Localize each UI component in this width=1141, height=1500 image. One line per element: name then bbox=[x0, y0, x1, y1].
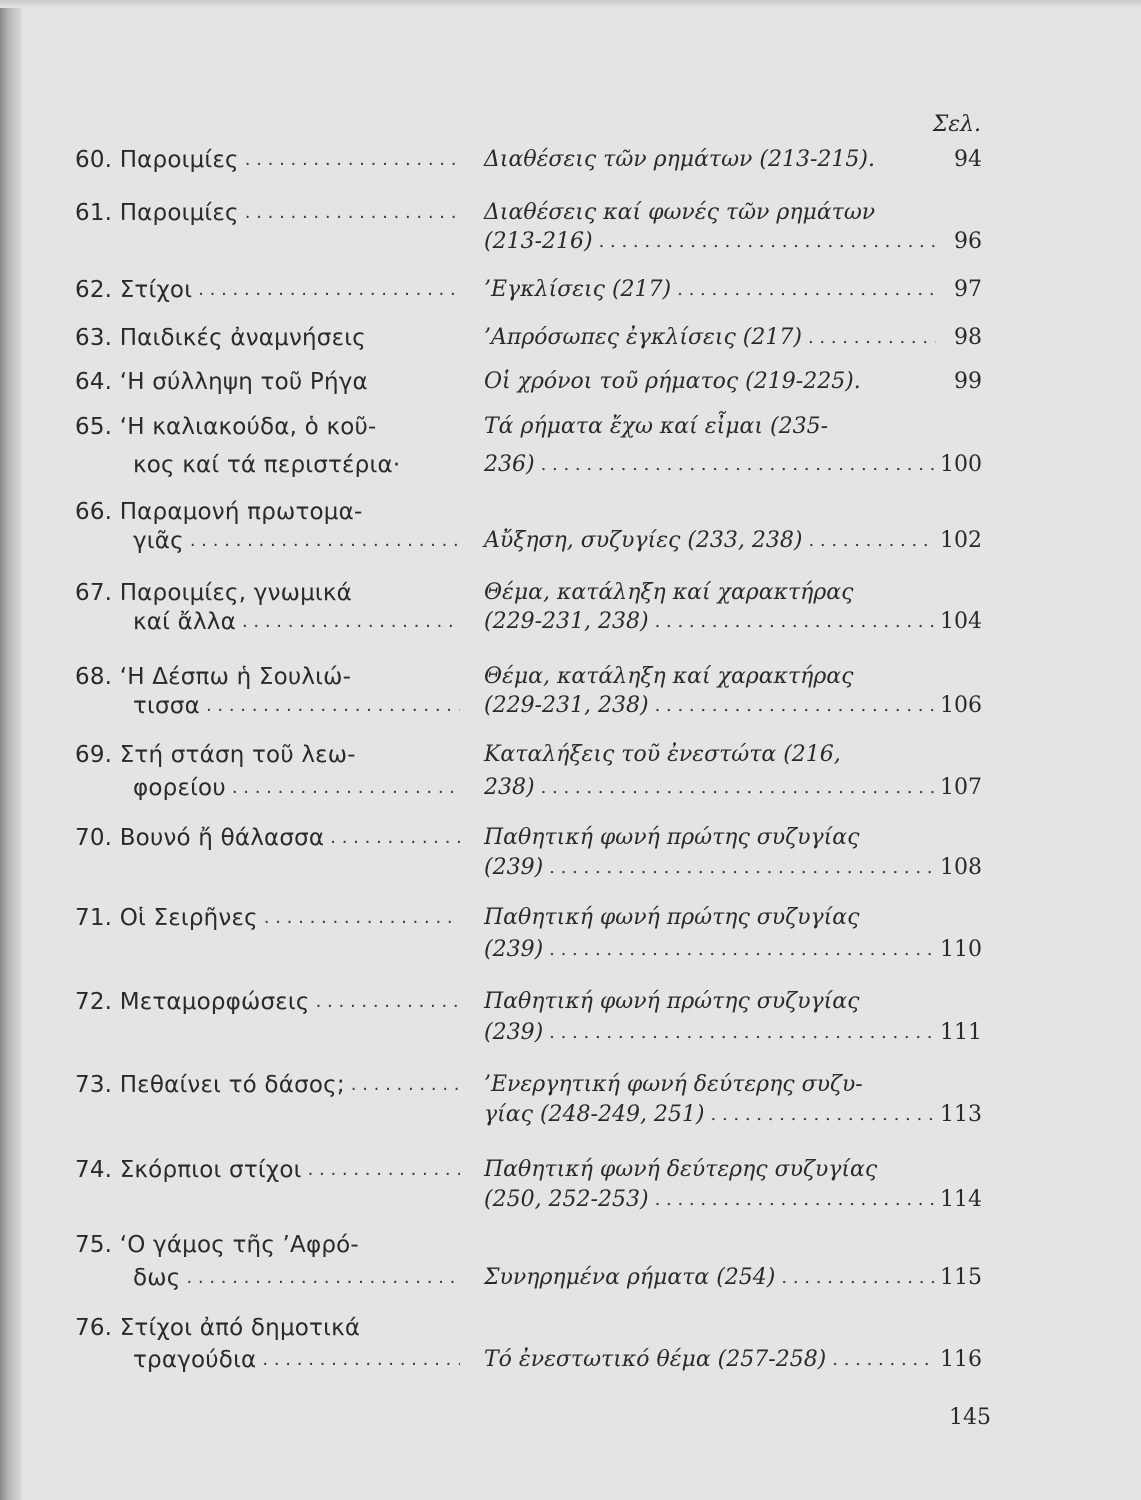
entry-topic: 238) bbox=[484, 775, 535, 800]
entry-topic: ’Ενεργητική φωνή δεύτερης συζυ- bbox=[484, 1072, 863, 1097]
entry-page-number: 107 bbox=[940, 775, 982, 800]
entry-title: 60. Παροιμίες bbox=[75, 147, 239, 173]
entry-topic: Θέμα, κατάληξη καί χαρακτήρας bbox=[484, 580, 854, 605]
entry-topic: Καταλήξεις τοῦ ἐνεστώτα (216, bbox=[484, 742, 841, 767]
entry-page-number: 106 bbox=[940, 693, 982, 718]
entry-title: 68. ‘Η Δέσπω ἡ Σουλιώ- bbox=[75, 664, 352, 690]
entry-topic: Οἱ χρόνοι τοῦ ρήματος (219-225). bbox=[484, 369, 861, 394]
dot-leader bbox=[245, 145, 460, 175]
entry-topic-line bbox=[484, 1185, 936, 1215]
entry-title-line bbox=[75, 323, 460, 353]
dot-leader bbox=[711, 1100, 936, 1130]
entry-topic-line bbox=[484, 691, 936, 721]
entry-page-number: 99 bbox=[954, 369, 982, 394]
entry-topic: Διαθέσεις τῶν ρημάτων (213-215). bbox=[484, 147, 875, 172]
entry-topic-line bbox=[484, 662, 936, 692]
entry-topic-line bbox=[484, 227, 936, 257]
entry-topic-line bbox=[484, 740, 936, 770]
entry-topic: Διαθέσεις καί φωνές τῶν ρημάτων bbox=[484, 200, 876, 225]
dot-leader bbox=[808, 526, 936, 556]
dot-leader bbox=[308, 1155, 460, 1185]
entry-topic: Παθητική φωνή πρώτης συζυγίας bbox=[484, 825, 860, 850]
entry-topic: Θέμα, κατάληξη καί χαρακτήρας bbox=[484, 664, 854, 689]
entry-title: 61. Παροιμίες bbox=[75, 200, 239, 226]
entry-topic-line bbox=[484, 1155, 936, 1185]
entry-topic-line bbox=[484, 773, 936, 803]
entry-topic: Τό ἐνεστωτικό θέμα (257-258) bbox=[484, 1347, 827, 1372]
entry-title: 65. ‘Η καλιακούδα, ὁ κοῦ- bbox=[75, 414, 377, 440]
entry-title-line bbox=[75, 823, 460, 853]
book-binding-shadow bbox=[0, 0, 22, 1500]
entry-page-number: 110 bbox=[940, 937, 982, 962]
entry-title-line bbox=[75, 367, 460, 397]
entry-topic-line bbox=[484, 823, 936, 853]
entry-page-number: 116 bbox=[940, 1347, 982, 1372]
entry-page-number: 97 bbox=[954, 277, 982, 302]
dot-leader bbox=[262, 1345, 460, 1375]
entry-title: καί ἄλλα bbox=[133, 609, 236, 635]
dot-leader bbox=[832, 1345, 936, 1375]
entry-title: 70. Βουνό ἤ θάλασσα bbox=[75, 825, 325, 851]
dot-leader bbox=[655, 691, 936, 721]
entry-topic-line bbox=[484, 1100, 936, 1130]
entry-topic: Αὔξηση, συζυγίες (233, 238) bbox=[484, 528, 803, 553]
entry-title: 64. ‘Η σύλληψη τοῦ Ρήγα bbox=[75, 369, 368, 395]
entry-page-number: 115 bbox=[940, 1265, 982, 1290]
entry-topic: (250, 252-253) bbox=[484, 1187, 649, 1212]
entry-title: 72. Μεταμορφώσεις bbox=[75, 989, 310, 1015]
entry-topic-line bbox=[484, 578, 936, 608]
entry-title-line bbox=[75, 1263, 460, 1293]
entry-topic-line bbox=[484, 1018, 936, 1048]
entry-topic-line bbox=[484, 526, 936, 556]
entry-page-number: 114 bbox=[940, 1187, 982, 1212]
dot-leader bbox=[242, 607, 460, 637]
entry-title-line bbox=[75, 1155, 460, 1185]
entry-page-number: 104 bbox=[940, 609, 982, 634]
entry-title: 69. Στή στάση τοῦ λεω- bbox=[75, 742, 356, 768]
entry-title: 66. Παραμονή πρωτομα- bbox=[75, 499, 363, 525]
entry-title-line bbox=[75, 740, 460, 770]
dot-leader bbox=[549, 1018, 936, 1048]
entry-title-line bbox=[75, 526, 460, 556]
entry-title-line bbox=[75, 1313, 460, 1343]
entry-title-line bbox=[75, 450, 460, 480]
dot-leader bbox=[351, 1070, 460, 1100]
entry-topic: Παθητική φωνή πρώτης συζυγίας bbox=[484, 989, 860, 1014]
dot-leader bbox=[655, 1185, 936, 1215]
entry-title: 71. Οἱ Σειρῆνες bbox=[75, 905, 258, 931]
entry-topic-line bbox=[484, 987, 936, 1017]
page-edge bbox=[0, 0, 1141, 8]
dot-leader bbox=[264, 903, 460, 933]
entry-topic-line bbox=[484, 853, 936, 883]
entry-topic-line bbox=[484, 607, 936, 637]
entry-title-line bbox=[75, 691, 460, 721]
dot-leader bbox=[198, 275, 460, 305]
dot-leader bbox=[808, 323, 936, 353]
entry-topic-line bbox=[484, 323, 936, 353]
entry-topic: (229-231, 238) bbox=[484, 693, 649, 718]
entry-topic: Συνηρημένα ρήματα (254) bbox=[484, 1265, 776, 1290]
dot-leader bbox=[541, 773, 936, 803]
pages-column-header: Σελ. bbox=[932, 112, 981, 137]
entry-title: τραγούδια bbox=[133, 1347, 257, 1373]
entry-title: γιᾶς bbox=[133, 528, 184, 554]
entry-title: 63. Παιδικές ἀναμνήσεις bbox=[75, 325, 366, 351]
dot-leader bbox=[206, 691, 460, 721]
entry-page-number: 102 bbox=[940, 528, 982, 553]
entry-title-line bbox=[75, 903, 460, 933]
entry-page-number: 111 bbox=[940, 1020, 982, 1045]
entry-topic-line bbox=[484, 1345, 936, 1375]
entry-title-line bbox=[75, 198, 460, 228]
entry-title-line bbox=[75, 773, 460, 803]
dot-leader bbox=[232, 773, 460, 803]
dot-leader bbox=[541, 450, 936, 480]
entry-topic: γίας (248-249, 251) bbox=[484, 1102, 705, 1127]
entry-topic: (213-216) bbox=[484, 229, 593, 254]
entry-title-line bbox=[75, 607, 460, 637]
entry-title: 73. Πεθαίνει τό δάσος; bbox=[75, 1072, 345, 1098]
entry-page-number: 98 bbox=[954, 325, 982, 350]
entry-title: φορείου bbox=[133, 775, 226, 801]
entry-topic: 236) bbox=[484, 452, 535, 477]
entry-topic: (239) bbox=[484, 937, 544, 962]
entry-title: κος καί τά περιστέρια· bbox=[133, 452, 401, 478]
entry-page-number: 113 bbox=[940, 1102, 982, 1127]
dot-leader bbox=[186, 1263, 460, 1293]
entry-topic-line bbox=[484, 1263, 936, 1293]
dot-leader bbox=[330, 823, 460, 853]
entry-topic: (239) bbox=[484, 855, 544, 880]
dot-leader bbox=[245, 198, 460, 228]
entry-topic-line bbox=[484, 903, 936, 933]
dot-leader bbox=[655, 607, 936, 637]
page-number: 145 bbox=[949, 1405, 991, 1430]
entry-title-line bbox=[75, 578, 460, 608]
entry-title-line bbox=[75, 412, 460, 442]
entry-title: 74. Σκόρπιοι στίχοι bbox=[75, 1157, 302, 1183]
entry-topic: Παθητική φωνή πρώτης συζυγίας bbox=[484, 905, 860, 930]
entry-topic: (229-231, 238) bbox=[484, 609, 649, 634]
entry-title-line bbox=[75, 1070, 460, 1100]
entry-page-number: 108 bbox=[940, 855, 982, 880]
entry-title: δως bbox=[133, 1265, 181, 1291]
entry-title-line bbox=[75, 497, 460, 527]
entry-topic: ’Απρόσωπες ἐγκλίσεις (217) bbox=[484, 325, 802, 350]
dot-leader bbox=[781, 1263, 936, 1293]
entry-page-number: 100 bbox=[940, 452, 982, 477]
entry-topic-line bbox=[484, 145, 936, 175]
entry-title-line bbox=[75, 145, 460, 175]
entry-title: 75. ‘Ο γάμος τῆς ’Αφρό- bbox=[75, 1232, 359, 1258]
entry-page-number: 94 bbox=[954, 147, 982, 172]
entry-topic: Παθητική φωνή δεύτερης συζυγίας bbox=[484, 1157, 878, 1182]
entry-title-line bbox=[75, 275, 460, 305]
entry-title: 62. Στίχοι bbox=[75, 277, 193, 303]
dot-leader bbox=[190, 526, 460, 556]
entry-topic-line bbox=[484, 935, 936, 965]
entry-title: 76. Στίχοι ἀπό δημοτικά bbox=[75, 1315, 361, 1341]
entry-topic-line bbox=[484, 412, 936, 442]
entry-title: 67. Παροιμίες, γνωμικά bbox=[75, 580, 353, 606]
entry-title-line bbox=[75, 662, 460, 692]
entry-topic-line bbox=[484, 1070, 936, 1100]
dot-leader bbox=[599, 227, 936, 257]
dot-leader bbox=[316, 987, 460, 1017]
entry-topic-line bbox=[484, 367, 936, 397]
dot-leader bbox=[549, 853, 936, 883]
entry-title: τισσα bbox=[133, 693, 200, 719]
entry-topic-line bbox=[484, 450, 936, 480]
entry-topic: ’Εγκλίσεις (217) bbox=[484, 277, 672, 302]
entry-title-line bbox=[75, 987, 460, 1017]
entry-topic-line bbox=[484, 198, 936, 228]
dot-leader bbox=[677, 275, 936, 305]
entry-page-number: 96 bbox=[954, 229, 982, 254]
entry-title-line bbox=[75, 1345, 460, 1375]
entry-topic: (239) bbox=[484, 1020, 544, 1045]
dot-leader bbox=[549, 935, 936, 965]
entry-topic-line bbox=[484, 275, 936, 305]
entry-title-line bbox=[75, 1230, 460, 1260]
entry-topic: Τά ρήματα ἔχω καί εἶμαι (235- bbox=[484, 414, 828, 439]
